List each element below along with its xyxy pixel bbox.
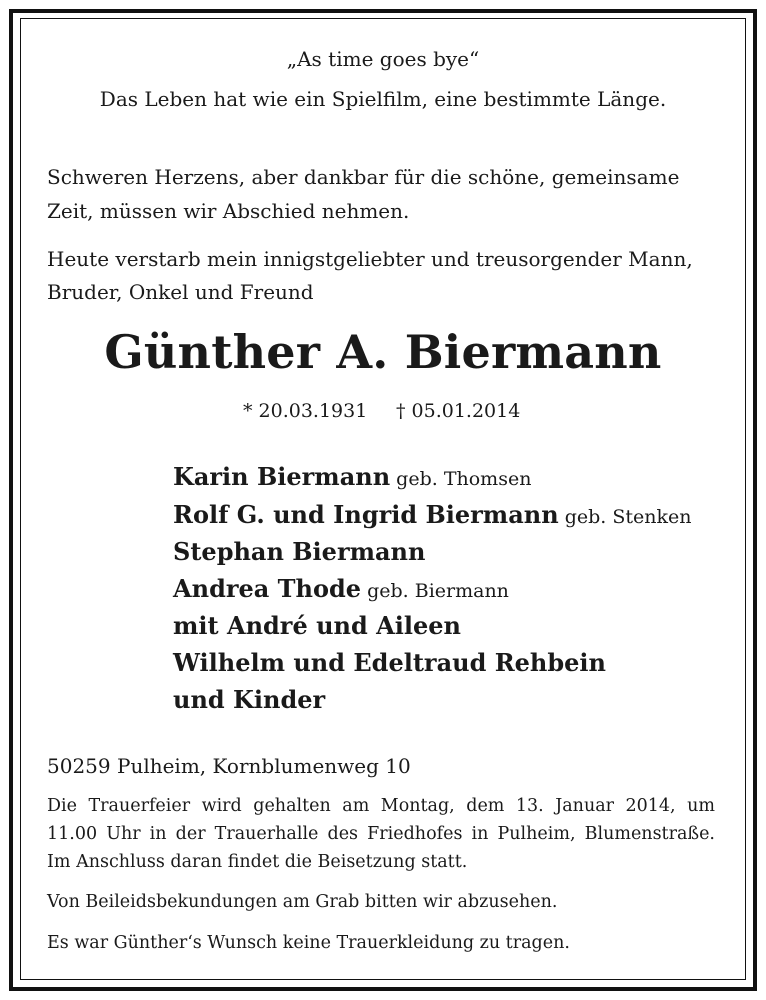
- condolences-note: Von Beileidsbekundungen am Grab bitten wir abzusehen.: [47, 892, 558, 912]
- mourner-name: Rolf G. und Ingrid Biermann: [173, 500, 559, 529]
- intro-line-2: Zeit, müssen wir Abschied nehmen.: [47, 199, 410, 223]
- quote-line-1: „As time goes bye“: [286, 47, 480, 71]
- ceremony-line-2: 11.00 Uhr in der Trauerhalle des Friedhofes in Pulheim, Blumenstraße.: [47, 824, 715, 844]
- birth-date: * 20.03.1931: [243, 400, 368, 422]
- intro-line-3: Heute verstarb mein innigstgeliebter und treusorgender Mann,: [47, 247, 693, 271]
- intro-line-4: Bruder, Onkel und Freund: [47, 280, 314, 304]
- ceremony-line-3: Im Anschluss daran findet die Beisetzung statt.: [47, 852, 468, 872]
- death-date: † 05.01.2014: [396, 400, 521, 422]
- quote-line-2: Das Leben hat wie ein Spielfilm, eine bestimmte Länge.: [99, 87, 667, 111]
- mourner-5: [173, 611, 461, 643]
- deceased-name: Günther A. Biermann: [104, 325, 662, 379]
- mourner-name: Andrea Thode: [173, 574, 362, 603]
- intro-line-1: Schweren Herzens, aber dankbar für die schöne, gemeinsame: [47, 165, 680, 189]
- mourner-name: und Kinder: [173, 685, 326, 714]
- mourner-note: geb. Thomsen: [390, 468, 532, 490]
- mourner-3: [173, 537, 425, 569]
- mourner-note: geb. Stenken: [558, 506, 692, 528]
- mourner-name: Karin Biermann: [173, 462, 391, 491]
- mourner-name: mit André und Aileen: [173, 611, 461, 640]
- mourner-note: geb. Biermann: [361, 580, 509, 602]
- mourner-6: [173, 648, 606, 680]
- mourner-1: [173, 462, 531, 494]
- mourner-name: Wilhelm und Edeltraud Rehbein: [173, 648, 606, 677]
- mourner-2: [173, 500, 691, 532]
- address: 50259 Pulheim, Kornblumenweg 10: [47, 754, 411, 778]
- wish-note: Es war Günther‘s Wunsch keine Trauerkleidung zu tragen.: [47, 933, 570, 953]
- mourner-4: [173, 574, 509, 606]
- mourner-name: Stephan Biermann: [173, 537, 426, 566]
- mourner-7: [173, 685, 325, 717]
- ceremony-line-1: Die Trauerfeier wird gehalten am Montag, dem 13. Januar 2014, um: [47, 796, 715, 816]
